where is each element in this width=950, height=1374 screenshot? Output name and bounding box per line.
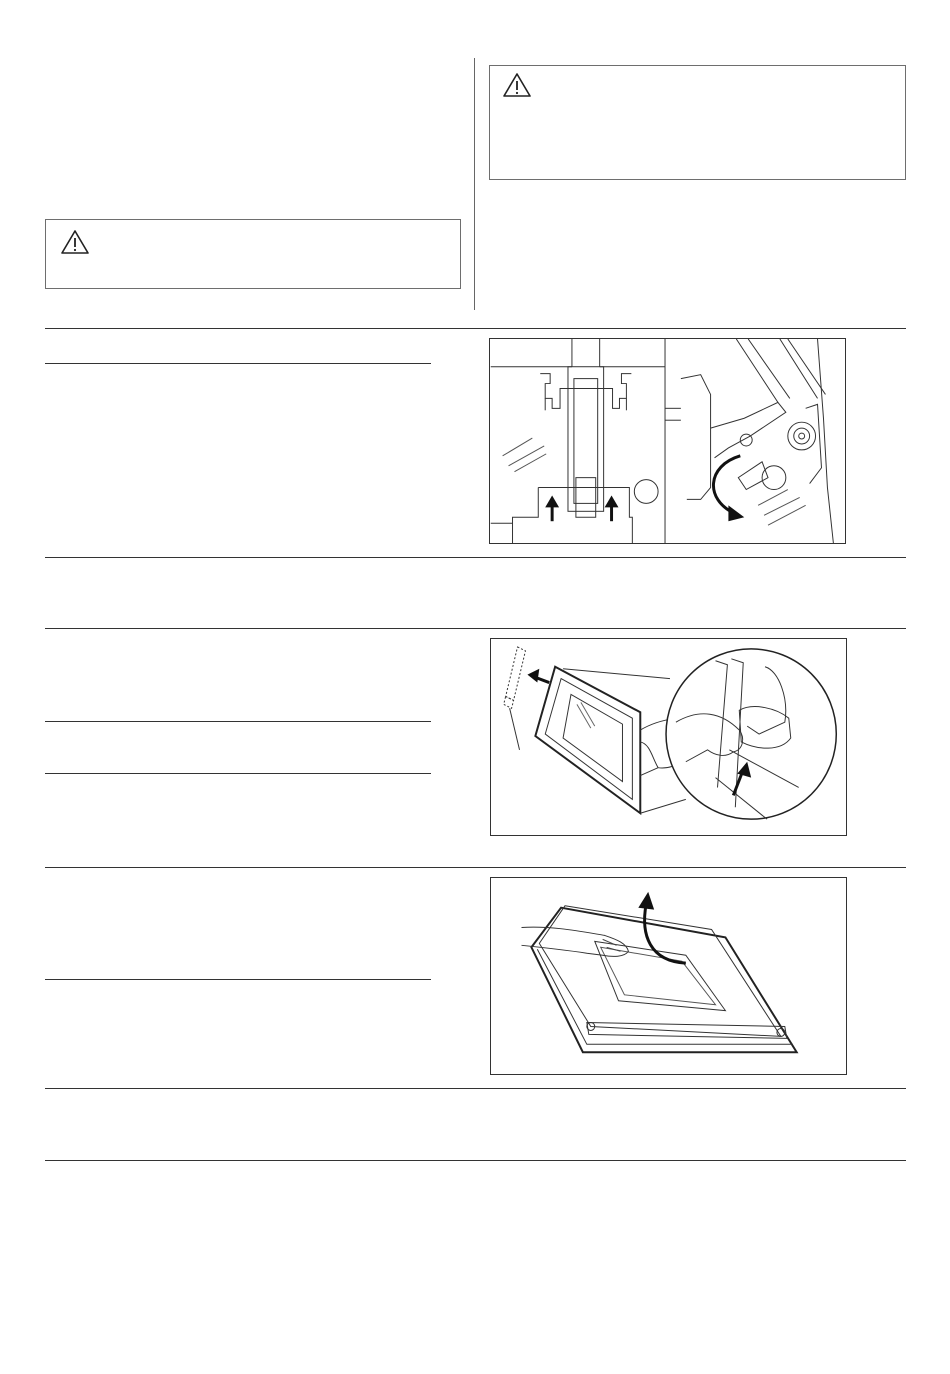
door-trim-removal-figure — [490, 638, 847, 836]
warning-box-left — [45, 219, 461, 289]
column-divider — [474, 58, 475, 310]
section-rule — [45, 1088, 906, 1089]
glass-panel-removal-figure — [490, 877, 847, 1075]
warning-box-right — [489, 65, 906, 180]
door-trim-illustration — [491, 639, 846, 835]
section-rule — [45, 628, 906, 629]
step-rule — [45, 721, 431, 722]
warning-triangle-icon — [502, 72, 532, 98]
warning-triangle-icon — [60, 229, 90, 255]
step-rule — [45, 363, 431, 364]
section-rule — [45, 328, 906, 329]
section-rule — [45, 557, 906, 558]
section-rule — [45, 867, 906, 868]
step-rule — [45, 979, 431, 980]
section-rule — [45, 1160, 906, 1161]
hinge-lever-figure — [489, 338, 846, 544]
hinge-illustration — [490, 339, 845, 543]
glass-panel-illustration — [491, 878, 846, 1074]
step-rule — [45, 773, 431, 774]
